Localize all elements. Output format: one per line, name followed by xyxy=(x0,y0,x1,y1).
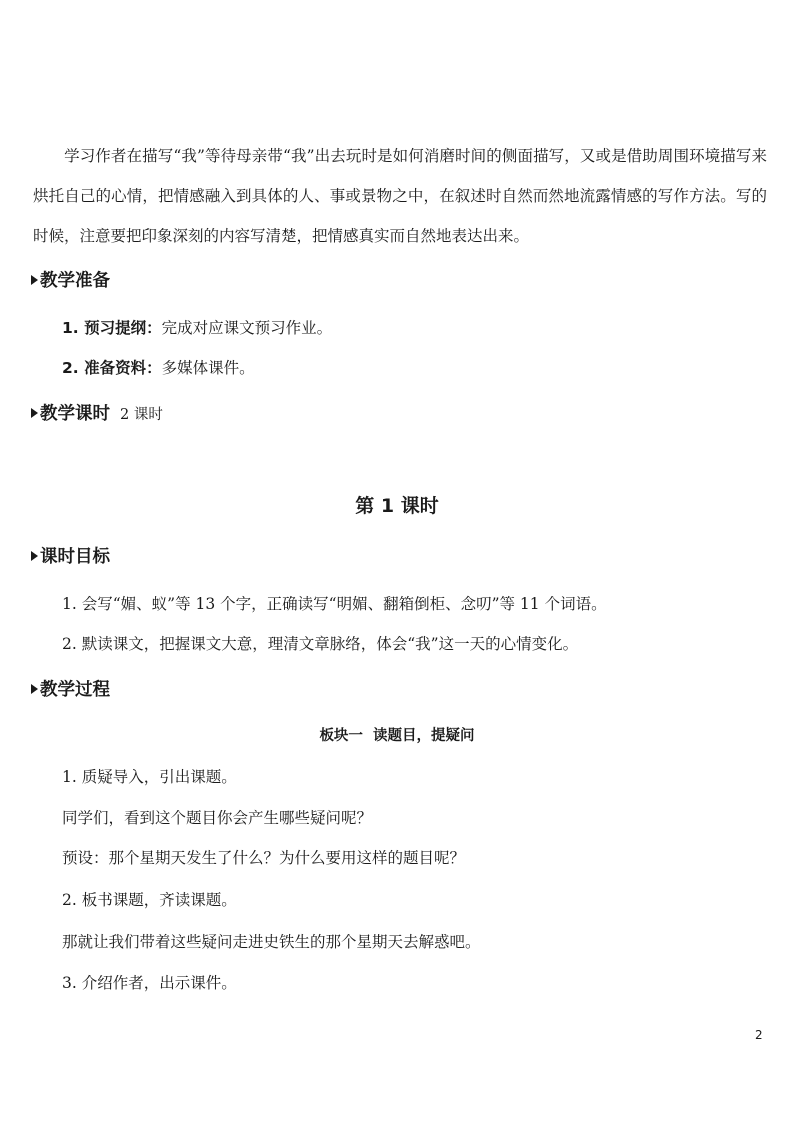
triangle-bullet-icon xyxy=(31,408,38,418)
process-step-4: 2. 板书课题，齐读课题。 xyxy=(62,891,237,909)
process-step-6: 3. 介绍作者，出示课件。 xyxy=(62,974,237,992)
goal-item-1: 1. 会写“媚、蚁”等 13 个字，正确读写“明媚、翻箱倒柜、念叨”等 11 个词语。 xyxy=(62,595,607,613)
process-step-5: 那就让我们带着这些疑问走进史铁生的那个星期天去解惑吧。 xyxy=(62,933,481,951)
process-step-3: 预设：那个星期天发生了什么？为什么要用这样的题目呢？ xyxy=(62,849,466,867)
triangle-bullet-icon xyxy=(31,551,38,561)
process-step-1: 1. 质疑导入，引出课题。 xyxy=(62,768,237,786)
triangle-bullet-icon xyxy=(31,275,38,285)
prep-item-text: 完成对应课文预习作业。 xyxy=(161,319,333,337)
section-heading-process: 教学过程 xyxy=(31,679,110,701)
block-title: 板块一 读题目，提疑问 xyxy=(319,728,475,744)
lesson-title: 第 1 课时 xyxy=(355,495,439,517)
intro-paragraph xyxy=(33,136,767,256)
prep-item-label: 2. 准备资料： xyxy=(62,359,162,377)
hours-value: 2 课时 xyxy=(120,407,163,423)
prep-item-text: 多媒体课件。 xyxy=(161,359,255,377)
section-heading-prep: 教学准备 xyxy=(31,270,110,292)
section-heading-hours: 教学课时 2 课时 xyxy=(31,403,163,426)
page-number: 2 xyxy=(755,1028,763,1042)
intro-text: 学习作者在描写“我”等待母亲带“我”出去玩时是如何消磨时间的侧面描写，又或是借助周围环境描写来烘托自己的心情，把情感融入到具体的人、事或景物之中，在叙述时自然而然地流露情感的写作方法。写的时候，注意要把印象深刻的内容写清楚，把情感真实而自然地表达出来。 xyxy=(33,147,767,245)
prep-item-2 xyxy=(62,358,255,378)
triangle-bullet-icon xyxy=(31,684,38,694)
section-heading-goals: 课时目标 xyxy=(31,546,110,568)
goal-item-2: 2. 默读课文，把握课文大意，理清文章脉络，体会“我”这一天的心情变化。 xyxy=(62,635,579,653)
prep-item-label: 1. 预习提纲： xyxy=(62,319,162,337)
prep-item-1 xyxy=(62,318,332,338)
process-step-2: 同学们，看到这个题目你会产生哪些疑问呢？ xyxy=(62,809,373,827)
